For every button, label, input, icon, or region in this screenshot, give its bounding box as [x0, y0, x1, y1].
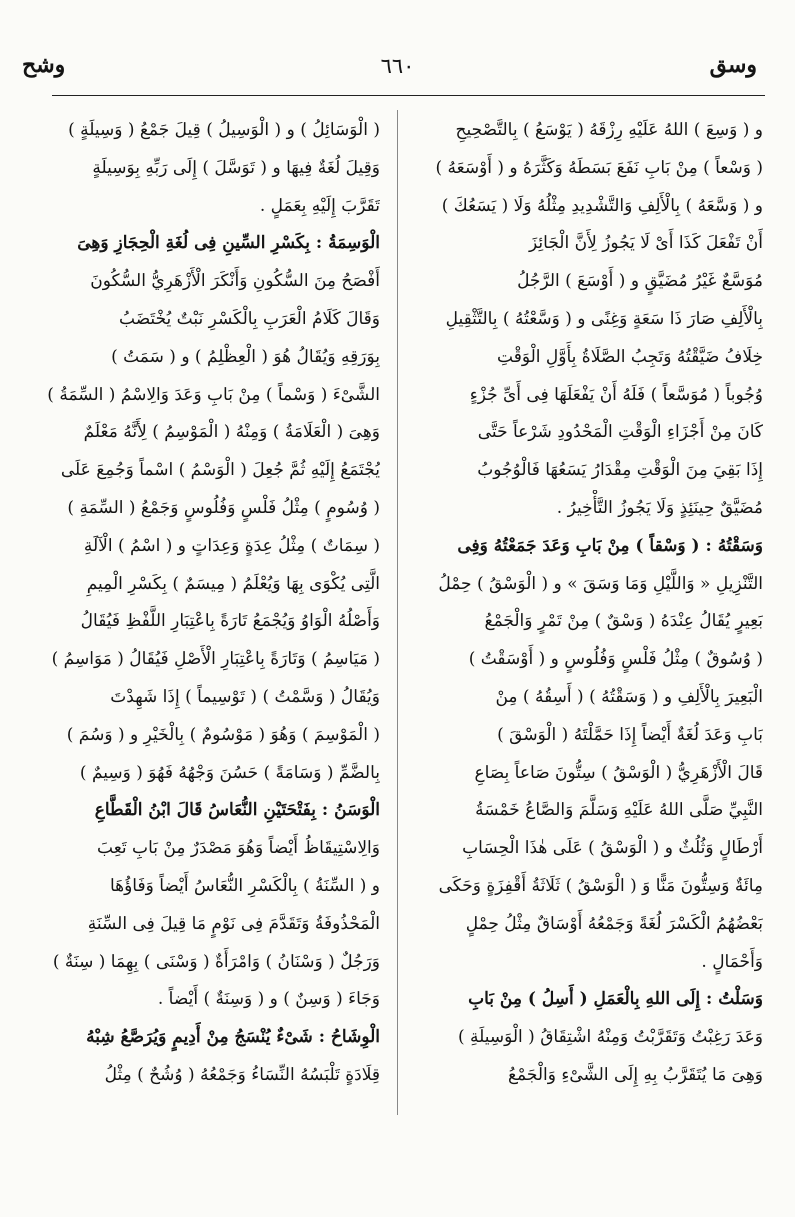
column-divider [397, 110, 398, 1115]
text-line: مِائَةٌ وَسِتُّونَ مَنًّا وَ ( الْوَسْقُ ) ثَلَاثَةُ أَقْفِزَةٍ وَحَكَى [438, 875, 763, 896]
text-line: بِالضَّمِّ ( وَسَامَةً ) حَسُنَ وَجْهُهُ فَهُوَ ( وَسِيمٌ ) [79, 762, 380, 783]
text-line: وَالِاسْتِيقَاظُ أَيْضاً وَهُوَ مَصْدَرٌ مِنْ بَابِ تَعِبَ [97, 838, 380, 859]
text-line: خِلَافُ ضَيَّقْتُهُ وَتَجِبُ الصَّلَاةُ بِأَوَّلِ الْوَقْتِ [497, 346, 763, 367]
text-line: وَرَجُلٌ ( وَسْنَانُ ) وَامْرَأَةٌ ( وَسْنَى ) بِهِمَا ( سِنَةٌ ) [52, 951, 380, 972]
text-line: وَأَصْلُهُ الْوَاوُ وَيُجْمَعُ تَارَةً بِاعْتِبَارِ اللَّفْظِ فَيُقَالُ [80, 611, 380, 632]
text-line: أَفْصَحُ مِنَ السُّكُونِ وَأَنْكَرَ الْأَزْهَرِيُّ السُّكُونَ [90, 271, 380, 292]
text-line: وَقَالَ كَلَامُ الْعَرَبِ بِالْكَسْرِ نَبْتٌ يُخْتَضَبُ [119, 308, 380, 329]
text-line: يُجْتَمَعُ إِلَيْهِ ثُمَّ جُعِلَ ( الْوَسْمُ ) اسْماً وَجُمِعَ عَلَى [60, 460, 380, 481]
text-line: و ( وَسَّعَهُ ) بِالْأَلِفِ وَالتَّشْدِيدِ مِثْلُهُ وَلَا ( يَسَعُكَ ) [441, 195, 763, 216]
text-line: الَّتِى يُكْوَى بِهَا وَيُعْلَمُ ( مِيسَمٌ ) بِكَسْرِ الْمِيمِ [86, 573, 380, 594]
text-line: وَعَدَ رَغِبْتُ وَتَقَرَّبْتُ وَمِنْهُ اشْتِقَاقُ ( الْوَسِيلَةِ ) [457, 1027, 763, 1048]
text-line: ( الْوَسَائِلُ ) و ( الْوَسِيلُ ) قِيلَ جَمْعُ ( وَسِيلَةٍ ) [68, 120, 380, 140]
text-line: وَقِيلَ لُغَةٌ فِيهَا و ( تَوَسَّلَ ) إِلَى رَبِّهِ بِوَسِيلَةٍ [92, 157, 380, 178]
entry-line: وَسَقْتُهُ : ( وَسْقاً ) مِنْ بَابِ وَعَدَ جَمَعْتُهُ وَفِى [457, 535, 763, 556]
text-line: ( سِمَاتٌ ) مِثْلُ عِدَةٍ وَعِدَاتٍ و ( اسْمُ ) الْآلَةِ [83, 535, 380, 556]
text-line: ( وُسُوقٌ ) مِثْلُ فَلْسٍ وَفُلُوسٍ و ( أَوْسَقْتُ ) [468, 649, 763, 670]
text-line: وَأَحْمَالٍ . [701, 951, 763, 972]
text-line: وَهِىَ مَا يُتَقَرَّبُ بِهِ إِلَى الشَّىْءِ وَالْجَمْعُ [507, 1064, 763, 1085]
entry-line: الْوَسَنُ : بِفَتْحَتَيْنِ النُّعَاسُ قَالَ ابْنُ الْقَطَّاعِ [94, 800, 380, 821]
text-line: مُضَيَّقٌ حِينَئِذٍ وَلَا يَجُوزُ التَّأْخِيرُ . [556, 497, 763, 518]
text-line: أَنْ تَفْعَلَ كَذَا أَىْ لَا يَجُوزُ لِأَنَّ الْجَائِزَ [529, 233, 763, 254]
text-line: وَيُقَالُ ( وَسَّمْتُ ) ( تَوْسِيماً ) إِذَا شَهِدْتَ [110, 686, 380, 707]
page-number: ٦٦٠ [380, 54, 415, 78]
text-line: وُجُوباً ( مُوَسَّعاً ) فَلَهُ أَنْ يَفْعَلَهَا فِى أَىِّ جُزْءٍ [469, 384, 763, 405]
header-rule [52, 95, 765, 96]
text-line: التَّنْزِيلِ « وَاللَّيْلِ وَمَا وَسَقَ » و ( الْوَسْقُ ) حِمْلُ [438, 573, 763, 594]
text-line: قَالَ الْأَزْهَرِيُّ ( الْوَسْقُ ) سِتُّونَ صَاعاً بِصَاعِ [474, 762, 763, 783]
text-line: الْمَحْذُوفَةُ وَتَقَدَّمَ فِى نَوْمٍ مَا قِيلَ فِى السِّنَةِ [87, 913, 380, 934]
text-line: أَرْطَالٍ وَثُلُثٌ و ( الْوَسْقُ ) عَلَى هٰذَا الْحِسَابِ [462, 838, 763, 859]
entry-line: الْوَسِمَةُ : بِكَسْرِ السِّينِ فِى لُغَةِ الْحِجَازِ وَهِىَ [77, 233, 380, 254]
text-line: النَّبِيِّ صَلَّى اللهُ عَلَيْهِ وَسَلَّمَ وَالصَّاعُ خَمْسَةُ [475, 800, 763, 821]
right-column [418, 112, 763, 1095]
entry-line: الْوِشَاحُ : شَىْءٌ يُنْسَجُ مِنْ أَدِيمٍ وَيُرَصَّعُ شِبْهُ [86, 1027, 380, 1048]
text-line: ( وُسُومٍ ) مِثْلُ فَلْسٍ وَفُلُوسٍ وَجَمْعُ ( السِّمَةِ ) [67, 497, 380, 518]
text-line: الشَّىْءَ ( وَسْماً ) مِنْ بَابِ وَعَدَ وَالِاسْمُ ( السِّمَةُ ) [47, 384, 380, 405]
text-line: كَانَ مِنْ أَجْزَاءِ الْوَقْتِ الْمَحْدُودِ شَرْعاً حَتَّى [477, 422, 763, 443]
text-line: بِوَرَقِهِ وَيُقَالُ هُوَ ( الْعِظْلِمُ ) و ( سَمَتُ ) [111, 346, 380, 367]
text-line: وَهِىَ ( الْعَلَامَةُ ) وَمِنْهُ ( الْمَوْسِمُ ) لِأَنَّهُ مَعْلَمٌ [83, 422, 380, 443]
text-line: بَابِ وَعَدَ لُغَةٌ أَيْضاً إِذَا حَمَّلْتَهُ ( الْوَسْقَ ) [497, 724, 763, 745]
text-line: ( وَسْعاً ) مِنْ بَابِ نَفَعَ بَسَطَهُ وَكَثَّرَهُ و ( أَوْسَعَهُ ) [435, 157, 763, 178]
text-line: بَعْضُهُمُ الْكَسْرَ لُغَةً وَجَمْعُهُ أَوْسَاقٌ مِثْلُ حِمْلٍ [465, 913, 763, 934]
entry-line: وَسَلْتُ : إِلَى اللهِ بِالْعَمَلِ ( أَسِلُ ) مِنْ بَابِ [468, 989, 763, 1010]
text-line: إِذَا بَقِيَ مِنَ الْوَقْتِ مِقْدَارُ يَسَعُهَا فَالْوُجُوبُ [477, 460, 763, 481]
text-line: ( الْمَوْسِمَ ) وَهُوَ ( مَوْسُومٌ ) بِالْخَيْرِ و ( وَسُمَ ) [66, 724, 380, 745]
text-line: مُوَسَّعٌ غَيْرُ مُضَيَّقٍ و ( أَوْسَعَ ) الرَّجُلُ [517, 271, 763, 292]
text-line: و ( السِّنَةُ ) بِالْكَسْرِ النُّعَاسُ أَيْضاً وَفَاؤُهَا [109, 875, 380, 896]
left-column [30, 112, 380, 1095]
text-line: وَجَاءَ ( وَسِنٌ ) و ( وَسِنَةٌ ) أَيْضاً . [157, 989, 380, 1010]
running-header-right: وسق [709, 52, 757, 78]
text-line: تَقَرَّبَ إِلَيْهِ بِعَمَلٍ . [259, 195, 380, 216]
text-line: الْبَعِيرَ بِالْأَلِفِ و ( وَسَقْتُهُ ) ( أَسِقُهُ ) مِنْ [495, 686, 763, 707]
running-header-left: وشح [22, 52, 66, 78]
text-line: قِلَادَةٍ تَلْبَسُهُ النِّسَاءُ وَجَمْعُهُ ( وُشُحٌ ) مِثْلُ [104, 1064, 380, 1085]
text-line: و ( وَسِعَ ) اللهُ عَلَيْهِ رِزْقَهُ ( يَوْسَعُ ) بِالتَّصْحِيحِ [455, 120, 763, 140]
text-line: ( مَيَاسِمُ ) وَتَارَةً بِاعْتِبَارِ الْأَصْلِ فَيُقَالُ ( مَوَاسِمُ ) [51, 649, 380, 670]
text-line: بِالْأَلِفِ صَارَ ذَا سَعَةٍ وَغِنًى و ( وَسَّعْتُهُ ) بِالتَّثْقِيلِ [445, 308, 763, 329]
text-line: بَعِيرٍ يُقَالُ عِنْدَهُ ( وَسْقٌ ) مِنْ تَمْرٍ وَالْجَمْعُ [484, 611, 763, 632]
